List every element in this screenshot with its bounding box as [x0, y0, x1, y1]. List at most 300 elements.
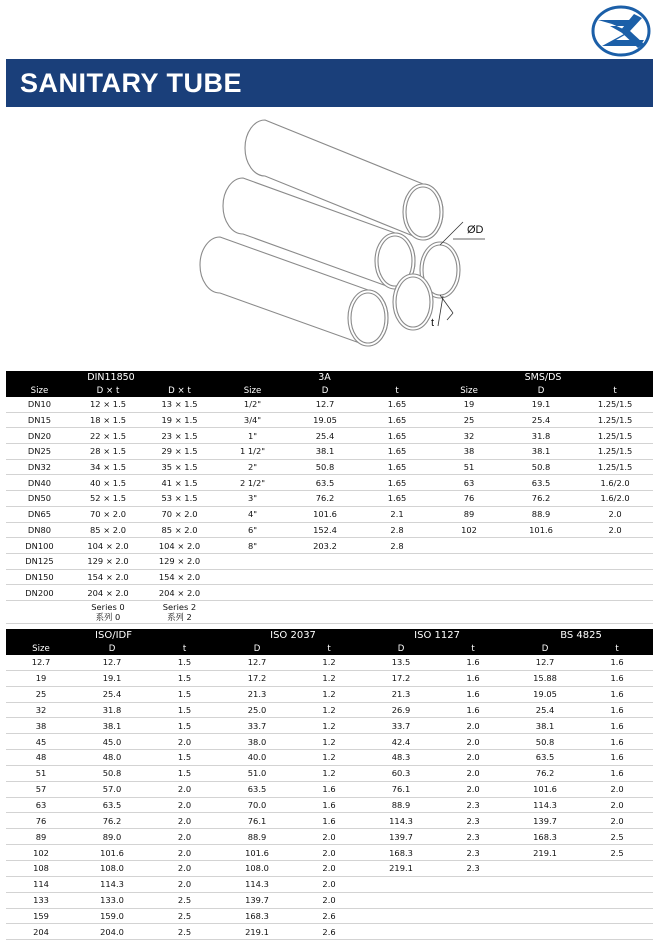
- table-cell: 1 1/2": [216, 444, 289, 460]
- table-cell: 101.6: [509, 781, 581, 797]
- series-note-row: [6, 600, 653, 623]
- table-cell: DN50: [6, 491, 73, 507]
- table-cell: [365, 908, 437, 924]
- table-cell: 38.0: [221, 734, 293, 750]
- table-row: [6, 459, 653, 475]
- table-cell: [505, 585, 577, 601]
- table-cell: DN65: [6, 506, 73, 522]
- table-row: [6, 428, 653, 444]
- table-cell: [509, 860, 581, 876]
- table-cell: 1.5: [148, 750, 221, 766]
- column-header: D: [509, 642, 581, 655]
- table-cell: 38: [433, 444, 505, 460]
- table-cell: 25.4: [76, 686, 148, 702]
- table-cell: DN100: [6, 538, 73, 554]
- table-cell: 12.7: [6, 655, 76, 670]
- table-cell: 18 × 1.5: [73, 412, 143, 428]
- table-cell: [437, 924, 509, 940]
- table-cell: 104 × 2.0: [143, 538, 216, 554]
- table-cell: 2.3: [437, 860, 509, 876]
- table-cell: 53 × 1.5: [143, 491, 216, 507]
- table-cell: 2.0: [293, 892, 365, 908]
- table-cell: 129 × 2.0: [143, 553, 216, 569]
- table-cell: 2.0: [581, 813, 653, 829]
- table-cell: 76.2: [289, 491, 361, 507]
- table-cell: 219.1: [365, 860, 437, 876]
- group-header: SMS/DS: [433, 371, 653, 384]
- table-cell: 19 × 1.5: [143, 412, 216, 428]
- table-cell: 2.0: [577, 506, 653, 522]
- table-cell: 101.6: [221, 845, 293, 861]
- table-cell: 70 × 2.0: [143, 506, 216, 522]
- table-cell: [433, 553, 505, 569]
- table-cell: 2.0: [437, 734, 509, 750]
- table-row: [6, 569, 653, 585]
- table-cell: 1.2: [293, 765, 365, 781]
- table-cell: 50.8: [289, 459, 361, 475]
- table-cell: 1.5: [148, 670, 221, 686]
- column-header: t: [581, 642, 653, 655]
- table-cell: DN150: [6, 569, 73, 585]
- table-cell: 102: [6, 845, 76, 861]
- table-cell: 1.6: [293, 797, 365, 813]
- table-cell: 48: [6, 750, 76, 766]
- column-header: D: [365, 642, 437, 655]
- table-cell: 1.25/1.5: [577, 444, 653, 460]
- group-header: BS 4825: [509, 629, 653, 642]
- table-cell: 1.2: [293, 655, 365, 670]
- table-cell: 12.7: [221, 655, 293, 670]
- table-cell: [433, 569, 505, 585]
- empty-cell: [577, 600, 653, 623]
- table-row: [6, 813, 653, 829]
- table-row: [6, 924, 653, 940]
- table-cell: 19.1: [505, 397, 577, 412]
- table-cell: 1.25/1.5: [577, 459, 653, 475]
- table-cell: 1.65: [361, 412, 433, 428]
- title-banner: [6, 59, 653, 107]
- table-cell: [289, 553, 361, 569]
- table-cell: 2.0: [293, 845, 365, 861]
- table-cell: 1.6: [581, 702, 653, 718]
- table-row: [6, 876, 653, 892]
- table-cell: [361, 569, 433, 585]
- table-cell: DN40: [6, 475, 73, 491]
- table-cell: 133.0: [76, 892, 148, 908]
- table-cell: [365, 892, 437, 908]
- table-cell: 204: [6, 924, 76, 940]
- table-row: [6, 797, 653, 813]
- column-header: D: [505, 384, 577, 397]
- table-cell: 204.0: [76, 924, 148, 940]
- table-cell: 159.0: [76, 908, 148, 924]
- table-cell: 204 × 2.0: [143, 585, 216, 601]
- table-cell: 1.2: [293, 702, 365, 718]
- series-note: [143, 600, 216, 623]
- table-cell: [577, 585, 653, 601]
- table-row: [6, 585, 653, 601]
- column-header: t: [148, 642, 221, 655]
- table-cell: 2.0: [148, 845, 221, 861]
- table-cell: [216, 569, 289, 585]
- table-cell: DN80: [6, 522, 73, 538]
- table-cell: 85 × 2.0: [73, 522, 143, 538]
- table-cell: 1.6: [437, 702, 509, 718]
- table-cell: 63.5: [289, 475, 361, 491]
- table-cell: 50.8: [509, 734, 581, 750]
- table-cell: 25.0: [221, 702, 293, 718]
- table-cell: 1.65: [361, 444, 433, 460]
- table-cell: 45: [6, 734, 76, 750]
- series-note-line: 系列 2: [167, 611, 192, 622]
- table-cell: 19.05: [509, 686, 581, 702]
- column-header: t: [361, 384, 433, 397]
- table-cell: [505, 553, 577, 569]
- table-cell: 63: [6, 797, 76, 813]
- table-cell: 88.9: [505, 506, 577, 522]
- table-cell: 22 × 1.5: [73, 428, 143, 444]
- table-cell: 2.5: [148, 924, 221, 940]
- wall-thickness-label: t: [431, 317, 435, 329]
- table-cell: 57: [6, 781, 76, 797]
- table-cell: 2.0: [148, 797, 221, 813]
- table-cell: 2.0: [581, 781, 653, 797]
- table-cell: 25.4: [289, 428, 361, 444]
- table-cell: 1.65: [361, 475, 433, 491]
- table-row: [6, 491, 653, 507]
- table-cell: 38: [6, 718, 76, 734]
- column-header: Size: [216, 384, 289, 397]
- table-cell: 1.6: [581, 750, 653, 766]
- table-cell: DN125: [6, 553, 73, 569]
- table-cell: 4": [216, 506, 289, 522]
- table-row: [6, 506, 653, 522]
- table-cell: [581, 908, 653, 924]
- table-cell: 168.3: [509, 829, 581, 845]
- table-cell: 114.3: [221, 876, 293, 892]
- table-row: [6, 553, 653, 569]
- table-row: [6, 750, 653, 766]
- table-cell: 1.6/2.0: [577, 491, 653, 507]
- table-cell: 63: [433, 475, 505, 491]
- table-cell: 51: [433, 459, 505, 475]
- table-row: [6, 908, 653, 924]
- table-row: [6, 860, 653, 876]
- table-cell: 219.1: [509, 845, 581, 861]
- table-cell: 101.6: [505, 522, 577, 538]
- table-cell: [581, 876, 653, 892]
- table-cell: 1.6: [581, 686, 653, 702]
- table-cell: 2.0: [293, 860, 365, 876]
- table-row: [6, 892, 653, 908]
- table-cell: 41 × 1.5: [143, 475, 216, 491]
- table-cell: 29 × 1.5: [143, 444, 216, 460]
- table-cell: 2.5: [581, 829, 653, 845]
- table-cell: [361, 553, 433, 569]
- table-cell: 1.25/1.5: [577, 412, 653, 428]
- table-cell: 2.3: [437, 829, 509, 845]
- table-cell: DN25: [6, 444, 73, 460]
- table-cell: 17.2: [365, 670, 437, 686]
- table-cell: 1.65: [361, 491, 433, 507]
- table-cell: 108.0: [221, 860, 293, 876]
- table-row: [6, 734, 653, 750]
- table-cell: 2": [216, 459, 289, 475]
- table-cell: 2.3: [437, 797, 509, 813]
- table-cell: 76.2: [505, 491, 577, 507]
- table-cell: 1.6: [581, 765, 653, 781]
- table-cell: [433, 585, 505, 601]
- table-cell: 2.0: [581, 797, 653, 813]
- table-cell: 19.1: [76, 670, 148, 686]
- table-cell: 114: [6, 876, 76, 892]
- tube-bundle-diagram: [185, 112, 515, 357]
- table-cell: 139.7: [509, 813, 581, 829]
- table-cell: 89: [6, 829, 76, 845]
- company-logo-icon: [590, 4, 652, 58]
- table-cell: 1.65: [361, 459, 433, 475]
- table-cell: 57.0: [76, 781, 148, 797]
- table-cell: 25: [6, 686, 76, 702]
- table-cell: 76.2: [509, 765, 581, 781]
- table-cell: 12 × 1.5: [73, 397, 143, 412]
- table-cell: DN200: [6, 585, 73, 601]
- table-cell: 1.65: [361, 397, 433, 412]
- table-cell: 1.5: [148, 655, 221, 670]
- table-cell: 1.6: [293, 781, 365, 797]
- column-header: D × t: [143, 384, 216, 397]
- column-header: D × t: [73, 384, 143, 397]
- series-note-line: Series 2: [162, 601, 197, 612]
- table-cell: 2.8: [361, 522, 433, 538]
- table-cell: 1.5: [148, 765, 221, 781]
- table-cell: [437, 908, 509, 924]
- table-cell: [361, 585, 433, 601]
- table-cell: 85 × 2.0: [143, 522, 216, 538]
- table-cell: [437, 892, 509, 908]
- table-cell: 1/2": [216, 397, 289, 412]
- series-note: [73, 600, 143, 623]
- table-cell: 42.4: [365, 734, 437, 750]
- table-cell: 40 × 1.5: [73, 475, 143, 491]
- table-cell: 50.8: [76, 765, 148, 781]
- table-cell: 63.5: [505, 475, 577, 491]
- table-cell: 102: [433, 522, 505, 538]
- table-cell: 2.6: [293, 908, 365, 924]
- table-cell: 139.7: [221, 892, 293, 908]
- table-cell: [437, 876, 509, 892]
- table-cell: DN10: [6, 397, 73, 412]
- table-cell: 2.1: [361, 506, 433, 522]
- table-cell: 45.0: [76, 734, 148, 750]
- table-cell: 19: [6, 670, 76, 686]
- table-cell: [577, 538, 653, 554]
- table-cell: 76: [6, 813, 76, 829]
- table-cell: 2.0: [148, 734, 221, 750]
- table-cell: 1.6: [581, 718, 653, 734]
- table-cell: 3": [216, 491, 289, 507]
- table-cell: [509, 876, 581, 892]
- table-cell: 63.5: [509, 750, 581, 766]
- table-row: [6, 655, 653, 670]
- table-cell: [581, 860, 653, 876]
- table-cell: 52 × 1.5: [73, 491, 143, 507]
- column-header: D: [221, 642, 293, 655]
- table-cell: 76.1: [365, 781, 437, 797]
- table-cell: 34 × 1.5: [73, 459, 143, 475]
- series-note-line: 系列 0: [95, 611, 121, 622]
- table-cell: DN15: [6, 412, 73, 428]
- table-row: [6, 670, 653, 686]
- table-cell: 17.2: [221, 670, 293, 686]
- table-cell: 2.3: [437, 813, 509, 829]
- table-cell: 133: [6, 892, 76, 908]
- table-cell: 1.6: [437, 686, 509, 702]
- table-cell: 1.6/2.0: [577, 475, 653, 491]
- table-cell: 1.5: [148, 686, 221, 702]
- table-cell: 76.1: [221, 813, 293, 829]
- page-title: SANITARY TUBE: [20, 68, 243, 98]
- group-header: ISO/IDF: [6, 629, 221, 642]
- table-cell: 21.3: [221, 686, 293, 702]
- table-cell: 76: [433, 491, 505, 507]
- table-cell: 2.3: [437, 845, 509, 861]
- table-cell: 89: [433, 506, 505, 522]
- table-cell: 1.6: [437, 655, 509, 670]
- table-cell: 63.5: [76, 797, 148, 813]
- table-row: [6, 444, 653, 460]
- table-cell: [505, 569, 577, 585]
- table-cell: 2.0: [148, 829, 221, 845]
- table-cell: 2.8: [361, 538, 433, 554]
- table-cell: 1.6: [581, 655, 653, 670]
- table-cell: 2.6: [293, 924, 365, 940]
- table-cell: 25: [433, 412, 505, 428]
- table-row: [6, 475, 653, 491]
- table-row: [6, 522, 653, 538]
- table-row: [6, 718, 653, 734]
- table-cell: 2.0: [577, 522, 653, 538]
- table-cell: 2.0: [437, 781, 509, 797]
- table-cell: 114.3: [509, 797, 581, 813]
- table-cell: [509, 908, 581, 924]
- table-cell: 129 × 2.0: [73, 553, 143, 569]
- table-cell: 2.5: [581, 845, 653, 861]
- column-header: Size: [6, 384, 73, 397]
- table-cell: [509, 924, 581, 940]
- table-cell: 38.1: [509, 718, 581, 734]
- table-cell: 2.5: [148, 892, 221, 908]
- table-cell: 101.6: [76, 845, 148, 861]
- table-row: [6, 845, 653, 861]
- table-cell: 2.0: [148, 813, 221, 829]
- table-cell: 31.8: [505, 428, 577, 444]
- table-cell: 26.9: [365, 702, 437, 718]
- table-cell: 21.3: [365, 686, 437, 702]
- table-cell: [433, 538, 505, 554]
- table-row: [6, 765, 653, 781]
- column-header: Size: [433, 384, 505, 397]
- table-cell: 33.7: [221, 718, 293, 734]
- table-cell: 114.3: [365, 813, 437, 829]
- empty-cell: [289, 600, 361, 623]
- table-cell: 13 × 1.5: [143, 397, 216, 412]
- column-header: t: [293, 642, 365, 655]
- column-header: D: [76, 642, 148, 655]
- table-cell: DN20: [6, 428, 73, 444]
- table-cell: 35 × 1.5: [143, 459, 216, 475]
- empty-cell: [361, 600, 433, 623]
- table-cell: 152.4: [289, 522, 361, 538]
- table-cell: 76.2: [76, 813, 148, 829]
- table-cell: 33.7: [365, 718, 437, 734]
- table-cell: 104 × 2.0: [73, 538, 143, 554]
- table-cell: 1.65: [361, 428, 433, 444]
- table-cell: 168.3: [365, 845, 437, 861]
- table-cell: 1": [216, 428, 289, 444]
- table-cell: 23 × 1.5: [143, 428, 216, 444]
- table-cell: 2.0: [437, 750, 509, 766]
- group-header: 3A: [216, 371, 433, 384]
- table-cell: 13.5: [365, 655, 437, 670]
- table-cell: [577, 569, 653, 585]
- table-cell: 48.3: [365, 750, 437, 766]
- table-cell: 204 × 2.0: [73, 585, 143, 601]
- table-cell: 1.6: [581, 734, 653, 750]
- table-cell: 1.25/1.5: [577, 397, 653, 412]
- empty-cell: [216, 600, 289, 623]
- table-cell: 25.4: [509, 702, 581, 718]
- table-cell: 2.0: [437, 765, 509, 781]
- table-cell: 51.0: [221, 765, 293, 781]
- table-cell: 154 × 2.0: [143, 569, 216, 585]
- table-cell: [216, 585, 289, 601]
- table-cell: 1.2: [293, 718, 365, 734]
- table-cell: 1.2: [293, 670, 365, 686]
- table-cell: [577, 553, 653, 569]
- table-cell: [289, 585, 361, 601]
- table-cell: 3/4": [216, 412, 289, 428]
- table-row: [6, 412, 653, 428]
- table-cell: 12.7: [289, 397, 361, 412]
- table-cell: 28 × 1.5: [73, 444, 143, 460]
- table-cell: 139.7: [365, 829, 437, 845]
- group-header: ISO 1127: [365, 629, 509, 642]
- table-row: [6, 781, 653, 797]
- table-cell: 48.0: [76, 750, 148, 766]
- table-cell: 38.1: [76, 718, 148, 734]
- table-cell: 1.6: [293, 813, 365, 829]
- table-cell: 114.3: [76, 876, 148, 892]
- table-cell: 38.1: [505, 444, 577, 460]
- table-cell: 1.5: [148, 718, 221, 734]
- diameter-label: ØD: [467, 224, 484, 236]
- table-cell: 70.0: [221, 797, 293, 813]
- table-cell: 2.0: [148, 876, 221, 892]
- table-cell: 40.0: [221, 750, 293, 766]
- table-cell: 2.0: [293, 876, 365, 892]
- table-cell: 2.0: [148, 781, 221, 797]
- table-cell: 88.9: [365, 797, 437, 813]
- table-cell: [581, 892, 653, 908]
- table-cell: [365, 876, 437, 892]
- empty-cell: [433, 600, 505, 623]
- table-cell: 50.8: [505, 459, 577, 475]
- table-cell: 8": [216, 538, 289, 554]
- column-header: t: [437, 642, 509, 655]
- empty-cell: [6, 600, 73, 623]
- iso-bs-table: [6, 629, 653, 940]
